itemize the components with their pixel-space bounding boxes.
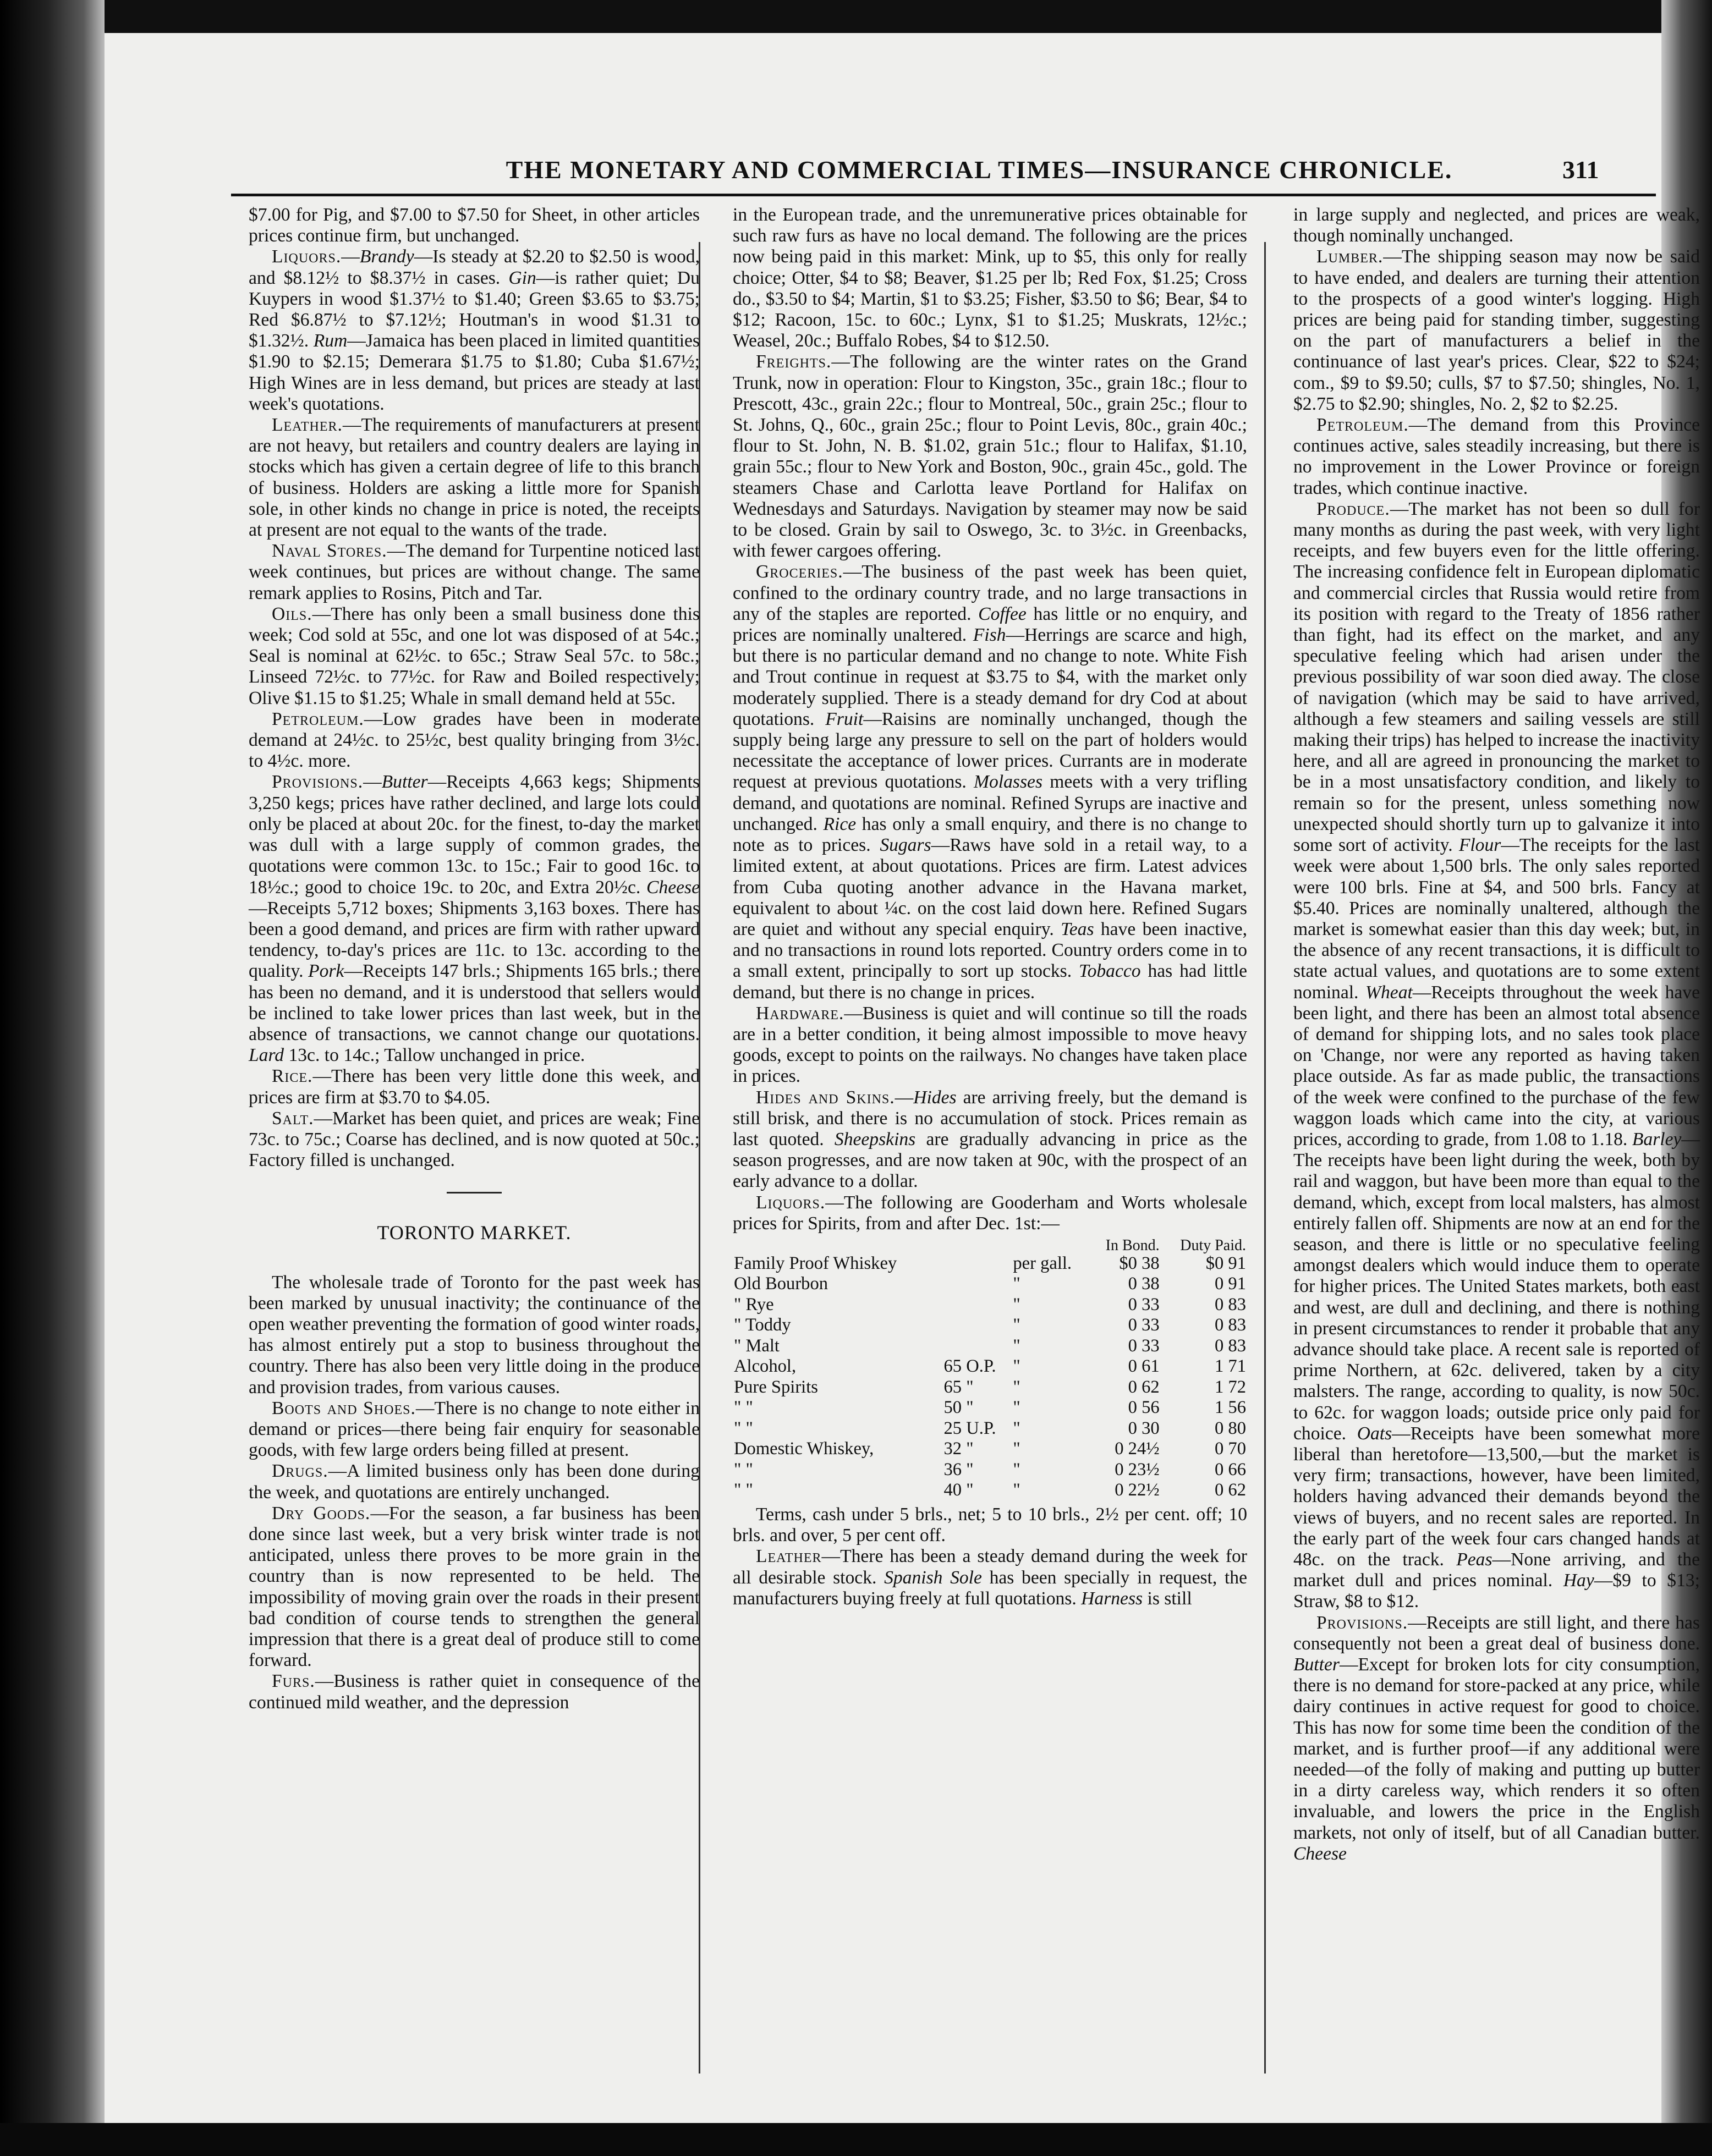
text: —Except for broken lots for city consumption, there is no demand for store-packed at any price, while dairy continues in active request for good to choice. This has now for some time been the condition of the market, and is further proof—if any additional were needed—of the folly of making and putting up butter in a dirty careless way, which renders it so often invaluable, and lowers the price in the English markets, not only of itself, but of all Canadian butter. [1293,1654,1700,1843]
text: —There has been very little done this week, and prices are firm at $3.70 to $4.05. [249,1066,700,1108]
table-row [733,1336,1247,1357]
text: —Receipts 5,712 boxes; Shipments 3,163 boxes. There has been a good demand, and prices are firm with rather upward tendency, to-day's prices are 11c. to 13c. according to the quality. [249,898,700,982]
cell-unit: " [1013,1459,1020,1480]
cell-duty-paid: 0 83 [1214,1294,1246,1314]
section-head: Leather. [272,415,343,436]
commodity-peas: Peas [1456,1549,1492,1570]
cell-duty-paid: 1 72 [1214,1377,1246,1397]
section-head: Petroleum. [272,708,364,729]
text: —For the season, a far business has been done since last week, but a very brisk winter trade is not anticipated, unless there proves to be more grain in the country than is now represented to be held. The impossibility of moving grain over the roads in their present bad condition of course tends to strengthen the general impression that there is a great deal of produce still to come forward. [249,1503,700,1671]
commodity-barley: Barley [1632,1129,1682,1150]
section-head: Liquors. [756,1192,826,1213]
paragraph-naval-stores [249,541,700,604]
cell-unit: " [1013,1480,1020,1500]
column-right [1269,205,1700,2097]
dash: — [895,1087,914,1108]
spirits-price-table [733,1238,1247,1501]
section-head: Rice. [272,1066,313,1087]
paragraph-liquors [249,246,700,415]
cell-duty-paid: 1 71 [1214,1356,1246,1377]
table-header-row [733,1238,1247,1253]
table-row [733,1356,1247,1377]
cell-in-bond: $0 38 [1119,1253,1160,1273]
table-row [733,1480,1247,1501]
dash: — [363,772,382,793]
cell-duty-paid: 0 70 [1214,1439,1246,1459]
text: —The demand from this Province continues active, sales steadily increasing, but there is no improvement in the Lower Province or foreign trades, which continue inactive. [1293,415,1700,498]
text: —The following are the winter rates on the Grand Trunk, now in operation: Flour to Kingston, 35c., grain 18c.; flour to Prescott, 43c., grain 22c.; flour to Montreal, 50c., grain 25c.; flour to St. Johns, Q., 60c., grain 25c.; flour to Point Levis, 80c., grain 40c.; flour to St. John, N. B. $1.02, grain 51c.; flour to Halifax, $1.10, grain 55c.; flour to New York and Boston, 90c., grain 45c., gold. The steamers Chase and Carlotta leave Portland for Halifax on Wednesdays and Saturdays. Navigation by steamer may now be said to be closed. Grain by sail to Oswego, 3c. to 3½c. in Greenbacks, with fewer cargoes offering. [733,351,1247,562]
cell-proof: 25 U.P. [943,1418,996,1438]
commodity-fruit: Fruit [825,708,864,729]
commodity-teas: Teas [1061,919,1094,939]
text: has only a small enquiry, and there is no change to note as to prices. [733,813,1247,856]
table-header-blank [733,1238,942,1253]
cell-in-bond: 0 61 [1128,1356,1160,1377]
commodity-brandy: Brandy [359,246,414,267]
section-head: Provisions. [272,772,364,793]
commodity-tobacco: Tobacco [1079,961,1141,982]
table-header-blank [942,1238,1012,1253]
table-header-blank [1012,1238,1089,1253]
text: —Business is rather quiet in consequence of the continued mild weather, and the depression [249,1671,700,1713]
text: —Low grades have been in moderate demand at 24½c. to 25½c, best quality bringing from 3½c. to 4½c. more. [249,708,700,772]
cell-in-bond: 0 33 [1128,1294,1160,1314]
table-row [733,1315,1247,1336]
cell-spirit-name: " Toddy [734,1315,791,1335]
cell-duty-paid: 0 62 [1214,1480,1246,1500]
paragraph-provisions [249,772,700,1066]
table-header-in-bond: In Bond. [1105,1236,1160,1254]
section-head: Furs. [272,1671,315,1692]
section-head: Hides and Skins. [756,1087,895,1108]
cell-in-bond: 0 62 [1128,1377,1160,1397]
page-header-title: THE MONETARY AND COMMERCIAL TIMES—INSURANCE CHRONICLE. [506,156,1453,184]
cell-proof [942,1274,1012,1295]
cell-unit: " [1013,1335,1020,1356]
text: —Is steady at $2.20 to $2.50 is wood, and $8.12½ to $8.37½ in cases. [249,246,700,288]
text: —None arriving, and the market dull and prices nominal. [1293,1549,1700,1591]
cell-spirit-name: " Rye [734,1294,774,1314]
paragraph-oils [249,604,700,709]
text: —Raisins are nominally unchanged, though the supply being large any pressure to sell on the part of holders would necessitate the acceptance of lower prices. Currants are in moderate request at previous quotations. [733,708,1247,793]
paragraph-leather-cont: in large supply and neglected, and prices are weak, though nominally unchanged. [1293,205,1700,246]
commodity-molasses: Molasses [974,772,1043,793]
paragraph-petroleum [249,709,700,772]
text: are arriving freely, but the demand is still brisk, and there is no accumulation of stock. Prices remain as last quoted. [733,1087,1247,1150]
cell-duty-paid: 1 56 [1214,1398,1246,1418]
cell-in-bond: 0 33 [1128,1315,1160,1335]
cell-proof: 40 " [943,1480,974,1500]
cell-duty-paid: 0 83 [1214,1335,1246,1356]
toronto-market-heading: TORONTO MARKET. [377,1222,572,1244]
cell-unit: " [1013,1356,1020,1377]
cell-unit: " [1013,1294,1020,1314]
commodity-butter: Butter [381,772,428,793]
text: —The demand for Turpentine noticed last week continues, but prices are without change. The same remark applies to Rosins, Pitch and Tar. [249,541,700,603]
paragraph-produce [1293,499,1700,1613]
paragraph-leather-toronto [733,1546,1247,1609]
text: —$9 to $13; Straw, $8 to $12. [1293,1570,1700,1612]
cell-proof [942,1336,1012,1357]
cell-proof [942,1295,1012,1316]
commodity-spanish-sole: Spanish Sole [884,1567,982,1588]
section-head: Oils. [272,603,312,624]
commodity-hay: Hay [1563,1570,1594,1591]
binding-edge-left [0,0,105,2156]
text: —The requirements of manufacturers at present are not heavy, but retailers and country dealers are laying in stocks which has given a certain degree of life to this branch of business. Holders are asking a little more for Spanish sole, in other kinds no change in price is noted, the receipts at present are not equal to the wants of the trade. [249,415,700,541]
table-row [733,1460,1247,1481]
paragraph-dry-goods [249,1503,700,1671]
cell-unit: per gall. [1013,1253,1072,1273]
column-left [249,205,700,2097]
commodity-flour: Flour [1458,835,1501,856]
cell-duty-paid: 0 91 [1214,1274,1246,1294]
cell-in-bond: 0 56 [1128,1398,1160,1418]
scan-edge-bottom [0,2123,1712,2156]
table-row [733,1377,1247,1398]
commodity-oats: Oats [1357,1423,1392,1444]
header-rule [231,194,1656,196]
cell-spirit-name: " " [734,1418,753,1438]
paragraph-metals-cont: $7.00 for Pig, and $7.00 to $7.50 for Sheet, in other articles prices continue firm, but unchanged. [249,205,700,246]
section-rule [447,1192,502,1194]
section-head: Drugs. [272,1461,328,1482]
text: —There has been a steady demand during the week for all desirable stock. [733,1546,1247,1588]
section-head: Leather [756,1546,822,1567]
section-head: Groceries. [756,562,843,582]
section-head: Dry Goods. [272,1503,371,1524]
section-head: Freights. [756,351,832,372]
cell-duty-paid: $0 91 [1205,1253,1246,1273]
section-head: Provisions. [1316,1612,1408,1633]
commodity-cheese: Cheese [646,877,700,898]
cell-spirit-name: Old Bourbon [734,1274,828,1294]
paragraph-provisions-toronto [1293,1613,1700,1865]
cell-in-bond: 0 38 [1128,1274,1160,1294]
commodity-rum: Rum [313,331,348,351]
text: are gradually advancing in price as the season progresses, and are now taken at 90c, with the prospect of an early advance to a dollar. [733,1129,1247,1192]
commodity-gin: Gin [508,267,536,288]
text: —The following are Gooderham and Worts wholesale prices for Spirits, from and after Dec. 1st:— [733,1192,1247,1234]
table-row [733,1274,1247,1295]
text: —The receipts for the last week were about 1,500 brls. The only sales reported were 100 brls. Fine at $4, and 500 brls. Fancy at $5.40. Prices are nominally unaltered, although the market is somewhat easier than this day week; but, in the absence of any recent transactions, it is difficult to state actual values, and quotations are to some extent nominal. [1293,835,1700,1003]
commodity-sugars: Sugars [880,835,931,856]
text: —Business is quiet and will continue so till the roads are in a better condition, it being almost impossible to move heavy goods, except to points on the railways. No changes have taken place in prices. [733,1003,1247,1087]
text: —The shipping season may now be said to have ended, and dealers are turning their attention to the prospects of a good winter's logging. High prices are being paid for standing timber, suggesting on the part of manufacturers a belief in the continuance of last year's prices. Clear, $22 to $24; com., $9 to $9.50; culls, $7 to $7.50; shingles, No. 1, $2.75 to $2.90; shingles, No. 2, $2 to $2.25. [1293,246,1700,414]
paragraph-rice [249,1066,700,1108]
table-row [733,1398,1247,1418]
page-number: 311 [1562,156,1599,184]
commodity-butter: Butter [1293,1654,1340,1675]
paragraph-petroleum-toronto [1293,415,1700,499]
text: is still [1143,1588,1192,1609]
spirits-table-body [733,1253,1247,1501]
cell-unit: " [1013,1315,1020,1335]
text: —Receipts are still light, and there has consequently not been a great deal of business done. [1293,1612,1700,1654]
cell-duty-paid: 0 66 [1214,1459,1246,1480]
table-row [733,1253,1247,1274]
cell-spirit-name: " Malt [734,1335,780,1356]
text: —There has only been a small business done this week; Cod sold at 55c, and one lot was disposed of at 54c.; Seal is nominal at 62½c. to 65c.; Straw Seal 57c. to 58c.; Linseed 72½c. to 77½c. for Raw and Boiled respectively; Olive $1.15 to $1.25; Whale in small demand held at 55c. [249,603,700,708]
commodity-sheepskins: Sheepskins [834,1129,916,1150]
paragraph-leather [249,415,700,541]
paragraph-salt [249,1108,700,1172]
cell-proof: 50 " [943,1398,974,1418]
text: —There is no change to note either in demand or prices—there being fair enquiry for seasonable goods, with few large orders being filled at present. [249,1398,700,1461]
section-head: Naval Stores. [272,541,387,562]
table-header-duty-paid: Duty Paid. [1180,1236,1246,1254]
text: —Receipts 147 brls.; Shipments 165 brls.; there has been no demand, and it is understood that sellers would be inclined to take lower prices than last week, but in the absence of transactions, we cannot change our quotations. [249,961,700,1044]
text: meets with a very trifling demand, and quotations are nominal. Refined Syrups are inactive and unchanged. [733,772,1247,834]
section-head: Hardware. [756,1003,844,1024]
cell-spirit-name: Alcohol, [734,1356,797,1377]
text: —The market has not been so dull for many months as during the past week, with very light receipts, and few buyers even for the little offering. The increasing confidence felt in European diplomatic and commercial circles that Russia would retire from its position with regard to the Treaty of 1856 rather than fight, had its effect on the market, and any speculative feeling which had arisen under the previous possibility of war soon died away. The close of navigation (which may be said to have arrived, although a few steamers and sailing vessels are still making their trips) has helped to increase the inactivity here, and all are agreed in pronouncing the market to be in a most unsatisfactory condition, and likely to remain so for the present, unless something now unexpected should shortly turn up to galvanize it into some sort of activity. [1293,498,1700,856]
text: —Receipts 4,663 kegs; Shipments 3,250 kegs; prices have rather declined, and large lots could only be placed at about 20c. for the finest, to-day the market was dull with a large supply of common grades, the quotations were common 13c. to 15c.; Fair to good 16c. to 18½c.; good to choice 19c. to 20c, and Extra 20½c. [249,772,700,898]
paragraph-furs-cont: in the European trade, and the unremunerative prices obtainable for such raw furs as have no local demand. The following are the prices now being paid in this market: Mink, up to $5, this only for really choice; Otter, $4 to $8; Beaver, $1.25 per lb; Red Fox, $1.25; Cross do., $3.50 to $4; Martin, $1 to $3.25; Fisher, $3.50 to $6; Bear, $4 to $12; Racoon, 15c. to 60c.; Lynx, $1 to $1.25; Muskrats, 12½c.; Weasel, 20c.; Buffalo Robes, $4 to $12.50. [733,205,1247,351]
paragraph-freights [733,351,1247,562]
text: —Market has been quiet, and prices are weak; Fine 73c. to 75c.; Coarse has declined, and is now quoted at 50c.; Factory filled is unchanged. [249,1108,700,1171]
cell-unit: " [1013,1377,1020,1397]
paragraph-drugs [249,1461,700,1503]
cell-spirit-name: Family Proof Whiskey [734,1253,897,1273]
cell-duty-paid: 0 80 [1214,1418,1246,1438]
cell-unit: " [1013,1418,1020,1438]
cell-in-bond: 0 22½ [1115,1480,1160,1500]
text: —The business of the past week has been quiet, confined to the ordinary country trade, and no large transactions in any of the staples are reported. [733,562,1247,624]
paragraph-toronto-intro: The wholesale trade of Toronto for the past week has been marked by unusual inactivity; the continuance of the open weather preventing the formation of good winter roads, has almost entirely put a stop to business throughout the country. There has also been very little doing in the produce and provision trades, from various causes. [249,1272,700,1398]
commodity-fish: Fish [973,625,1006,646]
paragraph-furs [249,1671,700,1713]
text: —is rather quiet; Du Kuypers in wood $1.37½ to $1.40; Green $3.65 to $3.75; Red $6.87½ to $7.12½; Houtman's in wood $1.31 to $1.32½. [249,267,700,351]
section-head: Petroleum. [1316,415,1409,436]
paragraph-lumber [1293,246,1700,415]
commodity-coffee: Coffee [978,603,1027,624]
table-row [733,1418,1247,1439]
text: —Herrings are scarce and high, but there is no particular demand and no change to note. White Fish and Trout continue in request at $3.75 to $4, with the market only moderately supplied. There is a steady demand for dry Cod at about quotations. [733,625,1248,729]
cell-proof [942,1315,1012,1336]
paragraph-liquors-prices [733,1192,1247,1234]
section-head: Boots and Shoes. [272,1398,416,1418]
section-head: Lumber. [1316,246,1384,267]
section-head: Liquors. [272,246,342,267]
commodity-hides: Hides [913,1087,957,1108]
paragraph-terms: Terms, cash under 5 brls., net; 5 to 10 brls., 2½ per cent. off; 10 brls. and over, 5 per cent off. [733,1504,1247,1546]
cell-spirit-name: " " [734,1459,753,1480]
commodity-rice: Rice [823,813,857,834]
cell-in-bond: 0 30 [1128,1418,1160,1438]
cell-proof: 32 " [943,1439,974,1459]
column-middle [700,205,1269,2097]
table-row [733,1439,1247,1460]
text: has been specially in request, the manufacturers buying freely at full quotations. [733,1567,1247,1609]
commodity-harness: Harness [1081,1588,1143,1609]
cell-proof [942,1253,1012,1274]
paragraph-hides-skins [733,1087,1247,1192]
paragraph-boots-shoes [249,1398,700,1461]
text: has had little demand, but there is no change in prices. [733,961,1247,1003]
table-row [733,1295,1247,1316]
section-head: Salt. [272,1108,314,1129]
cell-spirit-name: " " [734,1398,753,1418]
text: —The receipts have been light during the week, both by rail and waggon, but have been more than equal to the demand, which, except from local malsters, has almost entirely fallen off. Shipments are now at an end for the season, and there is little or no speculative feeling amongst dealers which would induce them to operate for higher prices. The United States markets, both east and west, are dull and declining, and there is nothing in present circumstances to render it probable that any advance should take place. A recent sale is reported of prime Northern, at 62c. delivered, taken by a city malsters. The range, according to quality, is now 50c. to 62c. for waggon loads; outside price only paid for choice. [1293,1129,1700,1444]
text: —Receipts have been somewhat more liberal than heretofore—13,500,—but the market is very firm; transactions, however, have been limited, holders having advanced their demands beyond the views of buyers, and no recent sales are reported. In the early part of the week four cars changed hands at 48c. on the track. [1293,1423,1700,1570]
paragraph-groceries [733,562,1247,1003]
cell-proof: 36 " [943,1459,974,1480]
cell-spirit-name: " " [734,1480,753,1500]
section-head: Produce. [1316,498,1390,519]
text: has little or no enquiry, and prices are nominally unaltered. [733,603,1247,646]
cell-unit: " [1013,1439,1020,1459]
commodity-pork: Pork [308,961,344,982]
text: —Jamaica has been placed in limited quantities $1.90 to $2.15; Demerara $1.75 to $1.80; Cuba $1.67½; High Wines are in less demand, but prices are steady at last week's quotations. [249,331,700,414]
paragraph-hardware [733,1003,1247,1087]
cell-unit: " [1013,1398,1020,1418]
text: 13c. to 14c.; Tallow unchanged in price. [284,1045,585,1066]
dash: — [341,246,360,267]
cell-in-bond: 0 24½ [1115,1439,1160,1459]
newspaper-page [105,33,1700,2123]
cell-in-bond: 0 23½ [1115,1459,1160,1480]
text: —Receipts throughout the week have been light, and there has been an almost total absence of demand for shipping lots, and no sales took place on 'Change, nor were any reported as having taken place outside. As far as made public, the transactions of the week were confined to the purchase of the few waggon loads which came into the city, at various prices, according to grade, from 1.08 to 1.18. [1293,982,1700,1150]
cell-spirit-name: Domestic Whiskey, [734,1439,874,1459]
cell-unit: " [1013,1274,1020,1294]
commodity-cheese: Cheese [1293,1843,1347,1864]
cell-duty-paid: 0 83 [1214,1315,1246,1335]
commodity-wheat: Wheat [1365,982,1413,1003]
cell-proof: 65 O.P. [943,1356,996,1377]
cell-in-bond: 0 33 [1128,1335,1160,1356]
cell-proof: 65 " [943,1377,974,1397]
cell-spirit-name: Pure Spirits [734,1377,818,1397]
text: —Raws have sold in a retail way, to a limited extent, at about quotations. Prices are firm. Latest advices from Cuba quoting another advance in the Havana market, equivalent to about ¼c. on the cost laid down here. Refined Sugars are quiet and without any special enquiry. [733,835,1247,939]
commodity-lard: Lard [249,1045,284,1066]
text: —A limited business only has been done during the week, and quotations are entirely unchanged. [249,1461,700,1503]
text: have been inactive, and no transactions in round lots reported. Country orders come in to a small extent, principally to sort up stocks. [733,919,1247,982]
